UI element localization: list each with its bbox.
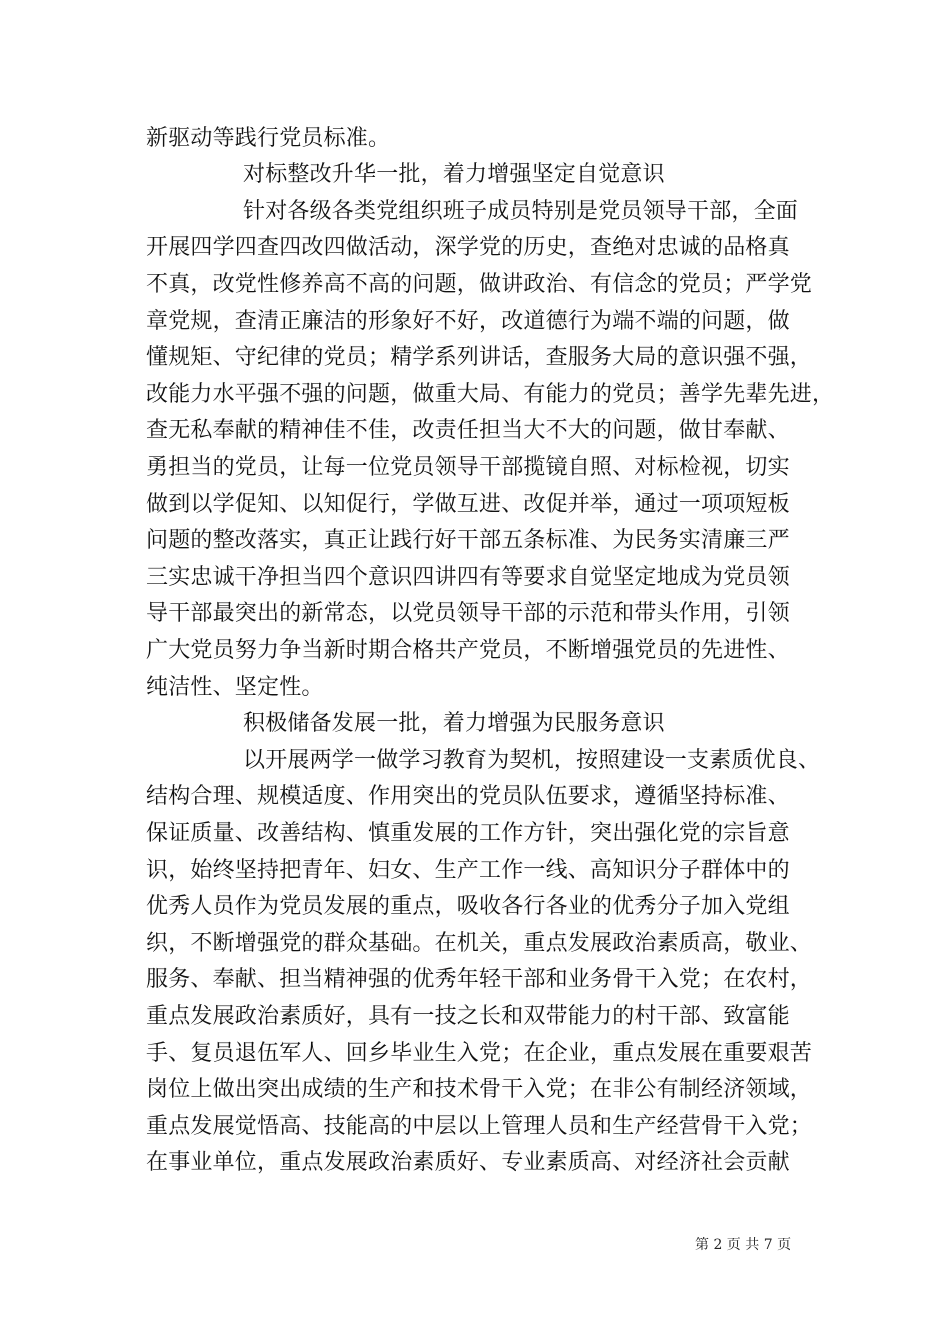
section-heading: 对标整改升华一批，着力增强坚定自觉意识: [243, 162, 665, 187]
body-text-line: 岗位上做出突出成绩的生产和技术骨干入党；在非公有制经济领域，: [146, 1077, 813, 1102]
body-text-line: 手、复员退伍军人、回乡毕业生入党；在企业，重点发展在重要艰苦: [146, 1041, 813, 1066]
body-text-line: 开展四学四查四改四做活动，深学党的历史，查绝对忠诚的品格真: [146, 235, 790, 260]
page-number-footer: 第 2 页 共 7 页: [695, 1237, 792, 1253]
body-text-line: 重点发展觉悟高、技能高的中层以上管理人员和生产经营骨干入党；: [146, 1114, 813, 1139]
body-text-line: 纯洁性、坚定性。: [146, 675, 324, 700]
paragraph-first-line: 针对各级各类党组织班子成员特别是党员领导干部，全面: [243, 199, 799, 224]
body-text-line: 服务、奉献、担当精神强的优秀年轻干部和业务骨干入党；在农村，: [146, 967, 813, 992]
body-text-line: 保证质量、改善结构、慎重发展的工作方针，突出强化党的宗旨意: [146, 821, 790, 846]
body-text-line: 懂规矩、守纪律的党员；精学系列讲话，查服务大局的意识强不强，: [146, 345, 813, 370]
body-text-line: 查无私奉献的精神佳不佳，改责任担当大不大的问题，做甘奉献、: [146, 418, 790, 443]
body-text-line: 结构合理、规模适度、作用突出的党员队伍要求，遵循坚持标准、: [146, 784, 790, 809]
body-text-line: 不真，改党性修养高不高的问题，做讲政治、有信念的党员；严学党: [146, 272, 813, 297]
body-text-line: 织，不断增强党的群众基础。在机关，重点发展政治素质高，敬业、: [146, 931, 813, 956]
body-text-line: 问题的整改落实，真正让践行好干部五条标准、为民务实清廉三严: [146, 528, 790, 553]
body-text-line: 导干部最突出的新常态，以党员领导干部的示范和带头作用，引领: [146, 601, 790, 626]
body-text-line: 章党规，查清正廉洁的形象好不好，改道德行为端不端的问题，做: [146, 309, 790, 334]
body-text-line: 优秀人员作为党员发展的重点，吸收各行各业的优秀分子加入党组: [146, 894, 790, 919]
body-text-line: 新驱动等践行党员标准。: [146, 126, 391, 151]
body-text-line: 做到以学促知、以知促行，学做互进、改促并举，通过一项项短板: [146, 492, 790, 517]
body-text-line: 三实忠诚干净担当四个意识四讲四有等要求自觉坚定地成为党员领: [146, 565, 790, 590]
body-text-line: 勇担当的党员，让每一位党员领导干部揽镜自照、对标检视，切实: [146, 455, 790, 480]
body-text-line: 在事业单位，重点发展政治素质好、专业素质高、对经济社会贡献: [146, 1150, 790, 1175]
body-text-line: 重点发展政治素质好，具有一技之长和双带能力的村干部、致富能: [146, 1004, 790, 1029]
paragraph-first-line: 以开展两学一做学习教育为契机，按照建设一支素质优良、: [243, 748, 821, 773]
body-text-line: 识，始终坚持把青年、妇女、生产工作一线、高知识分子群体中的: [146, 858, 790, 883]
body-text-line: 广大党员努力争当新时期合格共产党员，不断增强党员的先进性、: [146, 638, 790, 663]
body-text-line: 改能力水平强不强的问题，做重大局、有能力的党员；善学先辈先进，: [146, 382, 835, 407]
section-heading: 积极储备发展一批，着力增强为民服务意识: [243, 711, 665, 736]
